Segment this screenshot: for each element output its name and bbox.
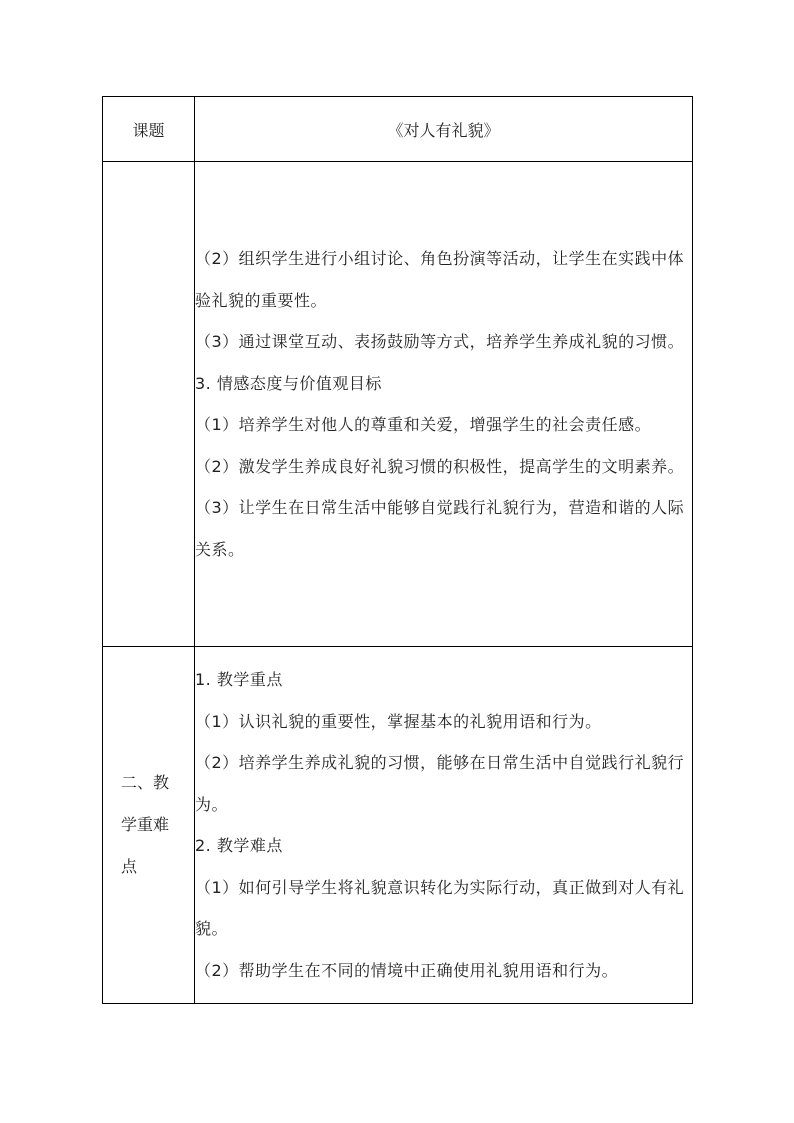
- objectives-label: [103, 162, 195, 647]
- subject-label: 课题: [103, 97, 195, 162]
- paragraph: （2）激发学生养成良好礼貌习惯的积极性，提高学生的文明素养。: [195, 456, 685, 476]
- section-heading: 3. 情感态度与价值观目标: [195, 373, 382, 393]
- paragraph: （3）让学生在日常生活中能够自觉践行礼貌行为，营造和谐的人际关系。: [195, 498, 685, 559]
- lesson-plan-table: [102, 96, 693, 1004]
- section-heading: 2. 教学难点: [195, 836, 283, 855]
- paragraph: （1）认识礼貌的重要性，掌握基本的礼貌用语和行为。: [195, 711, 602, 731]
- lesson-title: 《对人有礼貌》: [195, 97, 693, 162]
- section-heading: 1. 教学重点: [195, 670, 283, 689]
- paragraph: （3）通过课堂互动、表扬鼓励等方式，培养学生养成礼貌的习惯。: [195, 332, 685, 351]
- paragraph: （2）帮助学生在不同的情境中正确使用礼貌用语和行为。: [195, 960, 619, 980]
- objectives-row: [103, 162, 693, 647]
- key-points-content: [195, 647, 693, 1004]
- paragraph: （1）培养学生对他人的尊重和关爱，增强学生的社会责任感。: [195, 415, 652, 434]
- objectives-content: [195, 162, 693, 647]
- paragraph: （2）培养学生养成礼貌的习惯，能够在日常生活中自觉践行礼貌行为。: [195, 753, 685, 814]
- key-points-row: [103, 647, 693, 1004]
- table-header-row: [103, 97, 693, 162]
- paragraph: （2）组织学生进行小组讨论、角色扮演等活动，让学生在实践中体验礼貌的重要性。: [195, 249, 685, 310]
- paragraph: （1）如何引导学生将礼貌意识转化为实际行动，真正做到对人有礼貌。: [195, 877, 685, 938]
- key-points-label: 二、教学重难点: [103, 647, 195, 1004]
